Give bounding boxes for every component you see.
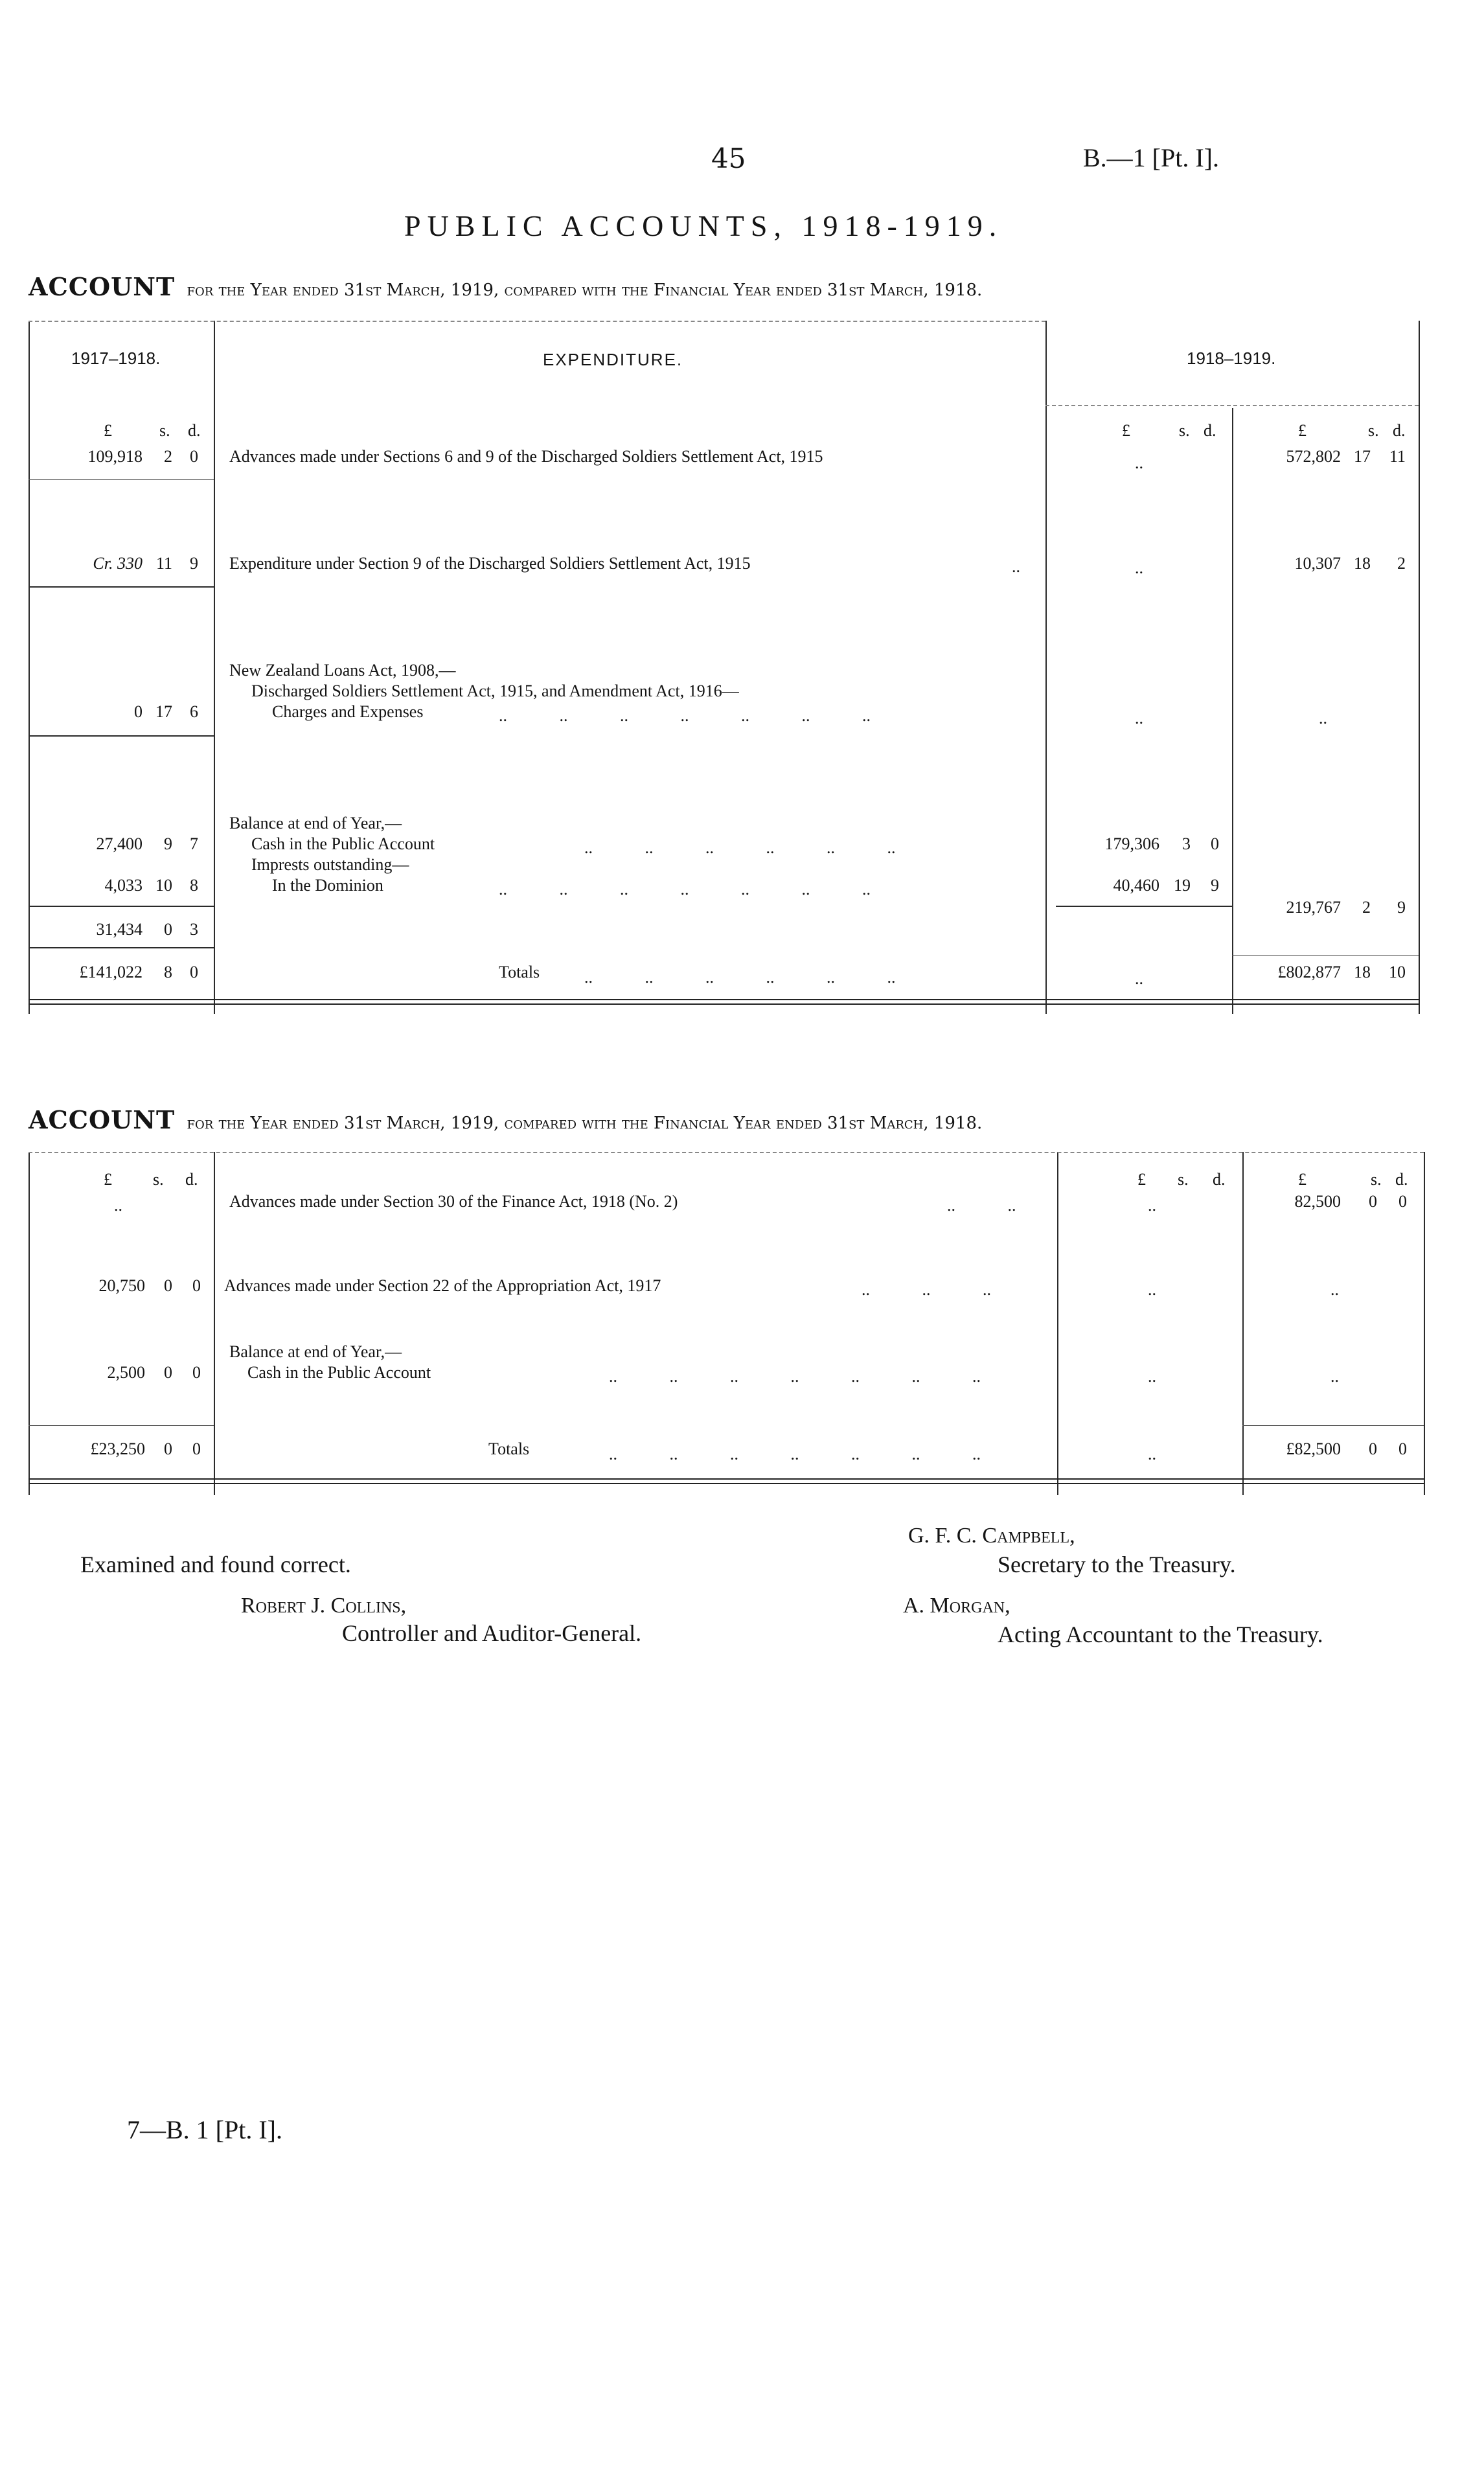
a1-loans-prev-pounds: 0 bbox=[134, 702, 143, 721]
a1-loans-mid: .. bbox=[1135, 709, 1143, 728]
a1-dominion-prev-pounds: 4,033 bbox=[104, 876, 143, 895]
a1-subtotal-prev-pounds: 31,434 bbox=[96, 920, 143, 939]
accountant-name: A. Morgan, bbox=[903, 1594, 1010, 1618]
a1-cash-mid-pounds: 179,306 bbox=[1104, 834, 1159, 853]
col-header-1917-1918: 1917–1918. bbox=[71, 349, 161, 368]
a2-prev-d-head: d. bbox=[185, 1170, 198, 1189]
a1-loans-prev-s: 17 bbox=[155, 702, 172, 721]
a1-totals-curr-s: 18 bbox=[1354, 963, 1371, 981]
a1-loans-curr: .. bbox=[1319, 709, 1327, 728]
a2-totals-prev-top-rule bbox=[29, 1425, 214, 1426]
a2-mid-pound-head: £ bbox=[1137, 1170, 1146, 1189]
a2-vline-right bbox=[1424, 1152, 1425, 1495]
a2-vline-left bbox=[29, 1152, 30, 1495]
a2-row1-curr-pounds: 82,500 bbox=[1294, 1192, 1341, 1211]
a1-row1-prev-d: 0 bbox=[190, 447, 198, 466]
a1-cash-prev-pounds: 27,400 bbox=[96, 834, 143, 853]
a2-row1-leader: .. .. bbox=[947, 1196, 1016, 1215]
a1-subtotal-curr-pounds: 219,767 bbox=[1286, 898, 1341, 917]
a1-totals-prev-s: 8 bbox=[164, 963, 172, 981]
a1-curr-d-head: d. bbox=[1393, 421, 1406, 440]
a2-vline-prev bbox=[214, 1152, 215, 1495]
a2-totals-leader: .. .. .. .. .. .. .. bbox=[609, 1445, 981, 1463]
a2-row2-description: Advances made under Section 22 of the Appropriation Act, 1917 bbox=[224, 1276, 661, 1295]
a1-dominion-leader: .. .. .. .. .. .. .. bbox=[499, 880, 871, 899]
a1-prev-s-head: s. bbox=[159, 421, 170, 440]
a2-totals-label: Totals bbox=[488, 1439, 530, 1458]
a1-dominion-prev-d: 8 bbox=[190, 876, 198, 895]
account-2-word: ACCOUNT bbox=[29, 1105, 176, 1134]
a1-dominion-prev-s: 10 bbox=[155, 876, 172, 895]
a2-mid-d-head: d. bbox=[1213, 1170, 1226, 1189]
a2-vline-desc bbox=[1057, 1152, 1058, 1495]
a2-totals-double-rule bbox=[29, 1478, 1424, 1484]
a2-curr-s-head: s. bbox=[1371, 1170, 1382, 1189]
a2-totals-prev-s: 0 bbox=[164, 1439, 172, 1458]
a2-balance-heading: Balance at end of Year,— bbox=[229, 1342, 402, 1361]
a1-mid-pound-head: £ bbox=[1122, 421, 1130, 440]
a1-row2-prev-s: 11 bbox=[155, 554, 172, 573]
a1-loans-prev-d: 6 bbox=[190, 702, 198, 721]
a2-totals-prev-pounds: £23,250 bbox=[90, 1439, 145, 1458]
account-1-heading-text: for the Year ended 31st March, 1919, compared with the Financial Year ended 31st March, 1918. bbox=[187, 281, 983, 300]
a2-row1-curr-d: 0 bbox=[1398, 1192, 1407, 1211]
account-1-word: ACCOUNT bbox=[29, 272, 176, 301]
a1-row2-prev-value: Cr. 330 bbox=[93, 554, 143, 573]
a2-row1-prev: .. bbox=[114, 1196, 122, 1215]
a2-prev-s-head: s. bbox=[153, 1170, 164, 1189]
a2-cash-leader: .. .. .. .. .. .. .. bbox=[609, 1367, 981, 1386]
a2-mid-s-head: s. bbox=[1178, 1170, 1189, 1189]
a1-row1-description: Advances made under Sections 6 and 9 of the Discharged Soldiers Settlement Act, 1915 bbox=[229, 447, 823, 466]
account-2-heading-text: for the Year ended 31st March, 1919, compared with the Financial Year ended 31st March, 1918. bbox=[187, 1114, 983, 1133]
a2-row2-prev-d: 0 bbox=[192, 1276, 201, 1295]
a2-row2-prev-s: 0 bbox=[164, 1276, 172, 1295]
a2-curr-pound-head: £ bbox=[1298, 1170, 1307, 1189]
page-title: PUBLIC ACCOUNTS, 1918-1919. bbox=[404, 209, 1003, 242]
a1-imprests-label: Imprests outstanding— bbox=[251, 855, 409, 874]
a1-cash-prev-d: 7 bbox=[190, 834, 198, 853]
a2-totals-curr-pounds: £82,500 bbox=[1286, 1439, 1341, 1458]
a1-cash-leader: .. .. .. .. .. .. bbox=[584, 838, 896, 857]
a1-balance-heading: Balance at end of Year,— bbox=[229, 814, 402, 832]
a1-totals-curr-pounds: £802,877 bbox=[1277, 963, 1341, 981]
a1-row2-curr-s: 18 bbox=[1354, 554, 1371, 573]
a1-row2-description: Expenditure under Section 9 of the Discharged Soldiers Settlement Act, 1915 bbox=[229, 554, 751, 573]
a2-cash-curr: .. bbox=[1330, 1367, 1339, 1386]
a1-cash-mid-s: 3 bbox=[1182, 834, 1191, 853]
a1-loans-line1: New Zealand Loans Act, 1908,— bbox=[229, 661, 456, 680]
auditor-name: Robert J. Collins, bbox=[241, 1594, 407, 1618]
secretary-title: Secretary to the Treasury. bbox=[998, 1552, 1236, 1577]
a2-cash-mid: .. bbox=[1148, 1367, 1156, 1386]
a2-row2-mid: .. bbox=[1148, 1280, 1156, 1299]
auditor-title: Controller and Auditor-General. bbox=[342, 1620, 642, 1646]
a1-subtotal-prev-d: 3 bbox=[190, 920, 198, 939]
a1-totals-prev-pounds: £141,022 bbox=[79, 963, 143, 981]
a1-row1-curr-pounds: 572,802 bbox=[1286, 447, 1341, 466]
a1-cash-mid-d: 0 bbox=[1211, 834, 1219, 853]
a2-cash-prev-s: 0 bbox=[164, 1363, 172, 1382]
a2-cash-label: Cash in the Public Account bbox=[247, 1363, 431, 1382]
a1-dominion-mid-pounds: 40,460 bbox=[1113, 876, 1159, 895]
a2-totals-curr-top-rule bbox=[1242, 1425, 1424, 1426]
a1-row2-curr-d: 2 bbox=[1397, 554, 1406, 573]
a2-totals-mid: .. bbox=[1148, 1445, 1156, 1463]
a1-dominion-mid-d: 9 bbox=[1211, 876, 1219, 895]
a1-row2-prev-d: 9 bbox=[190, 554, 198, 573]
a1-row2-leader: .. bbox=[1012, 557, 1020, 576]
a1-row1-curr-s: 17 bbox=[1354, 447, 1371, 466]
a1-row1-curr-d: 11 bbox=[1389, 447, 1406, 466]
a1-totals-curr-d: 10 bbox=[1389, 963, 1406, 981]
footer-reference: 7—B. 1 [Pt. I]. bbox=[127, 2115, 282, 2144]
a2-totals-prev-d: 0 bbox=[192, 1439, 201, 1458]
page-number: 45 bbox=[711, 143, 746, 174]
a2-prev-pound-head: £ bbox=[104, 1170, 112, 1189]
a1-totals-mid: .. bbox=[1135, 969, 1143, 988]
a1-row2-mid: .. bbox=[1135, 558, 1143, 577]
a1-curr-pound-head: £ bbox=[1298, 421, 1307, 440]
a2-row2-curr: .. bbox=[1330, 1280, 1339, 1299]
a2-cash-prev-pounds: 2,500 bbox=[107, 1363, 145, 1382]
a2-top-rule bbox=[29, 1152, 1424, 1153]
a1-subtotal-prev-s: 0 bbox=[164, 920, 172, 939]
a1-loans-leader: .. .. .. .. .. .. .. bbox=[499, 706, 871, 725]
a2-totals-curr-s: 0 bbox=[1369, 1439, 1377, 1458]
a1-cash-prev-s: 9 bbox=[164, 834, 172, 853]
document-reference: B.—1 [Pt. I]. bbox=[1083, 143, 1219, 172]
a1-totals-leader: .. .. .. .. .. .. bbox=[584, 968, 896, 987]
a1-dominion-mid-s: 19 bbox=[1174, 876, 1191, 895]
col-header-1918-1919: 1918–1919. bbox=[1187, 349, 1276, 368]
a1-mid-d-head: d. bbox=[1204, 421, 1216, 440]
a1-prev-d-head: d. bbox=[188, 421, 201, 440]
a1-row1-mid: .. bbox=[1135, 453, 1143, 472]
a2-row2-prev-pounds: 20,750 bbox=[98, 1276, 145, 1295]
a1-mid-s-head: s. bbox=[1179, 421, 1190, 440]
a1-row1-prev-s: 2 bbox=[164, 447, 172, 466]
a1-subtotal-curr-d: 9 bbox=[1397, 898, 1406, 917]
a1-prev-pound-head: £ bbox=[104, 421, 112, 440]
a1-row1-prev-pounds: 109,918 bbox=[87, 447, 143, 466]
col-header-expenditure: EXPENDITURE. bbox=[543, 350, 683, 369]
examined-statement: Examined and found correct. bbox=[80, 1552, 351, 1577]
a1-dominion-label: In the Dominion bbox=[272, 876, 383, 895]
a1-totals-prev-d: 0 bbox=[190, 963, 198, 981]
a2-row2-leader: .. .. .. bbox=[862, 1280, 991, 1299]
a2-row1-description: Advances made under Section 30 of the Finance Act, 1918 (No. 2) bbox=[229, 1192, 678, 1211]
a1-subtotal-curr-s: 2 bbox=[1362, 898, 1371, 917]
a2-cash-prev-d: 0 bbox=[192, 1363, 201, 1382]
a2-curr-d-head: d. bbox=[1395, 1170, 1408, 1189]
a2-row1-mid: .. bbox=[1148, 1196, 1156, 1215]
a1-totals-label: Totals bbox=[499, 963, 540, 981]
accountant-title: Acting Accountant to the Treasury. bbox=[998, 1622, 1323, 1647]
a1-loans-line2: Discharged Soldiers Settlement Act, 1915, and Amendment Act, 1916— bbox=[251, 682, 739, 700]
a1-loans-line3: Charges and Expenses bbox=[272, 702, 424, 721]
a2-totals-curr-d: 0 bbox=[1398, 1439, 1407, 1458]
a1-row2-curr-pounds: 10,307 bbox=[1294, 554, 1341, 573]
a1-cash-label: Cash in the Public Account bbox=[251, 834, 435, 853]
a1-curr-s-head: s. bbox=[1368, 421, 1379, 440]
a2-row1-curr-s: 0 bbox=[1369, 1192, 1377, 1211]
secretary-name: G. F. C. Campbell, bbox=[908, 1524, 1075, 1548]
